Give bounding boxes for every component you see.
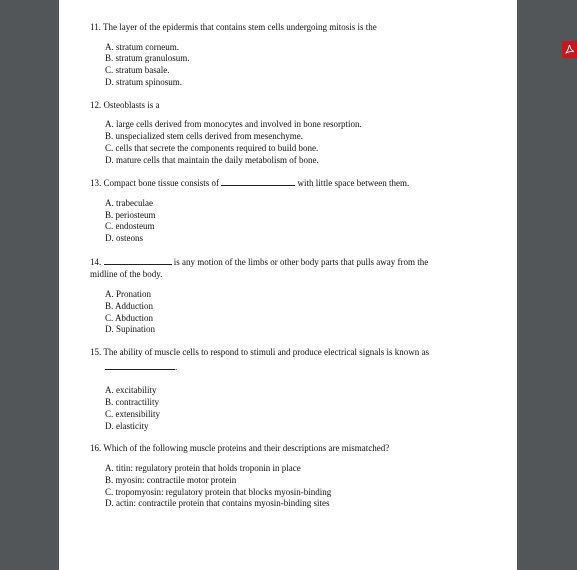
question-13 <box>90 177 517 245</box>
question-11 <box>90 22 517 89</box>
question-14 <box>90 256 517 336</box>
option: D. Supination <box>105 324 156 335</box>
option: A. stratum corneum. <box>105 41 179 52</box>
document-page <box>59 0 517 570</box>
options-list <box>105 289 517 336</box>
option: B. periosteum <box>105 209 156 220</box>
option: B. Adduction <box>105 300 154 311</box>
answer-blank <box>105 361 175 370</box>
option: C. tropomyosin: regulatory protein that blocks myosin-binding <box>105 486 332 497</box>
option: C. Abduction <box>105 312 154 323</box>
option: D. mature cells that maintain the daily metabolism of bone. <box>105 154 319 165</box>
question-16 <box>90 443 517 510</box>
question-15 <box>90 347 517 432</box>
option: C. endosteum <box>105 221 155 232</box>
pdf-icon[interactable] <box>562 41 577 58</box>
option: B. contractility <box>105 397 159 408</box>
options-list <box>105 198 517 245</box>
option: B. stratum granulosum. <box>105 53 190 64</box>
option: A. excitability <box>105 385 157 396</box>
options-list <box>105 463 517 510</box>
option: B. myosin: contractile motor protein <box>105 474 237 485</box>
question-stem: 13. Compact bone tissue consists of with little space between them. <box>90 178 410 189</box>
option: D. stratum spinosum. <box>105 76 183 87</box>
option: A. titin: regulatory protein that holds troponin in place <box>105 462 301 473</box>
acrobat-glyph-icon <box>564 44 575 55</box>
option: B. unspecialized stem cells derived from mesenchyme. <box>105 130 303 141</box>
answer-blank <box>221 177 295 186</box>
question-stem: 12. Osteoblasts is a <box>90 99 160 110</box>
question-12 <box>90 100 517 167</box>
option: A. trabeculae <box>105 197 153 208</box>
question-stem: 14. is any motion of the limbs or other body parts that pulls away from the midline of the body. <box>90 257 429 279</box>
option: A. large cells derived from monocytes and involved in bone resorption. <box>105 119 362 130</box>
question-stem: 11. The layer of the epidermis that contains stem cells undergoing mitosis is the <box>90 22 377 32</box>
option: A. Pronation <box>105 289 151 300</box>
option: D. actin: contractile protein that contains myosin-binding sites <box>105 498 330 509</box>
option: C. cells that secrete the components required to build bone. <box>105 142 319 153</box>
answer-blank <box>104 256 172 265</box>
options-list <box>105 385 517 432</box>
option: C. stratum basale. <box>105 65 170 76</box>
question-stem: 15. The ability of muscle cells to respond to stimuli and produce electrical signals is known as . <box>90 347 430 372</box>
options-list <box>105 42 517 89</box>
option: C. extensibility <box>105 408 160 419</box>
options-list <box>105 119 517 166</box>
option: D. elasticity <box>105 420 149 431</box>
option: D. osteons <box>105 233 143 244</box>
question-stem: 16. Which of the following muscle proteins and their descriptions are mismatched? <box>90 443 390 454</box>
